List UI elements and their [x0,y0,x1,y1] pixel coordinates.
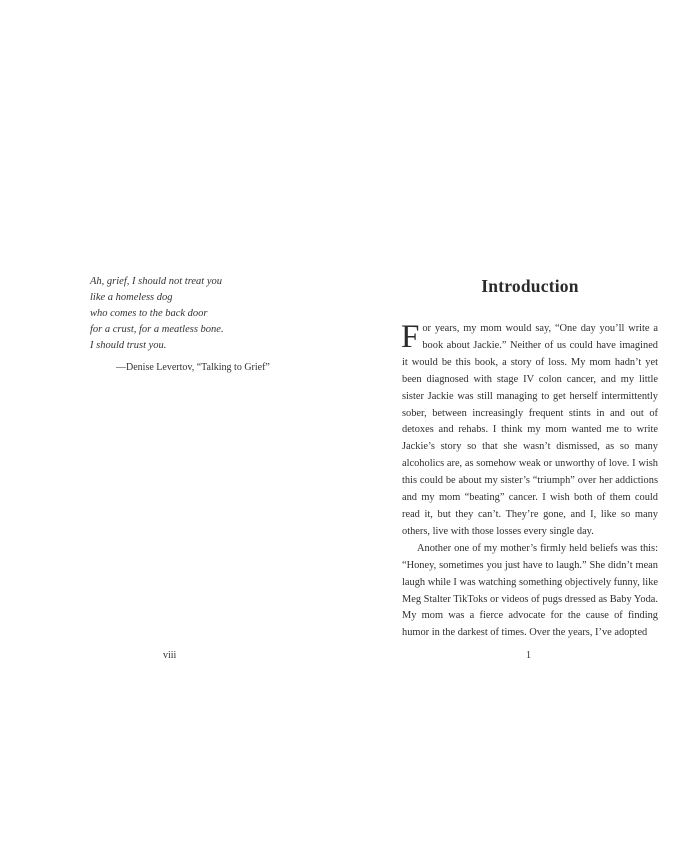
epigraph-line: Ah, grief, I should not treat you [90,276,223,287]
drop-cap: F [401,319,420,355]
epigraph-line: I should trust you. [90,340,167,351]
epigraph [90,274,310,373]
epigraph-attribution: —Denise Levertov, “Talking to Grief” [116,362,270,373]
page-number-left: viii [163,650,177,661]
epigraph-line: who comes to the back door [90,308,208,319]
epigraph-line: like a homeless dog [90,292,173,303]
paragraph-2: Another one of my mother’s firmly held beliefs was this: “Honey, sometimes you just have to laugh.” She didn’t mean laugh while I was watching something objectively funny, like Meg Stalter TikToks or videos of pugs dressed as Baby Yoda. My mom was a fierce advocate for the cause of finding humor in the darkest of times. Over the years, I’ve adopted [402,542,658,639]
page-number-right: 1 [526,650,531,661]
epigraph-line: for a crust, for a meatless bone. [90,324,224,335]
paragraph-1 [402,321,658,541]
chapter-title: Introduction [481,276,579,296]
chapter-body [402,321,658,642]
paragraph-1-text: or years, my mom would say, “One day you’ll write a book about Jackie.” Neither of us could have imagined it would be this book, a story of loss. My mom hadn’t yet been diagnosed with stage IV colon cancer, and my little sister Jackie was still managing to get herself intermittently sober, between increasingly frequent stints in and out of detoxes and rehabs. I think my mom wanted me to write Jackie’s story so that she wasn’t dismissed, as so many alcoholics are, as somehow weak or unworthy of love. I wish this could be about my sister’s “triumph” over her addictions and my mom “beating” cancer. I wish both of them could read it, but they can’t. They’re gone, and I, like so many others, live with those losses every single day. [402,323,658,537]
